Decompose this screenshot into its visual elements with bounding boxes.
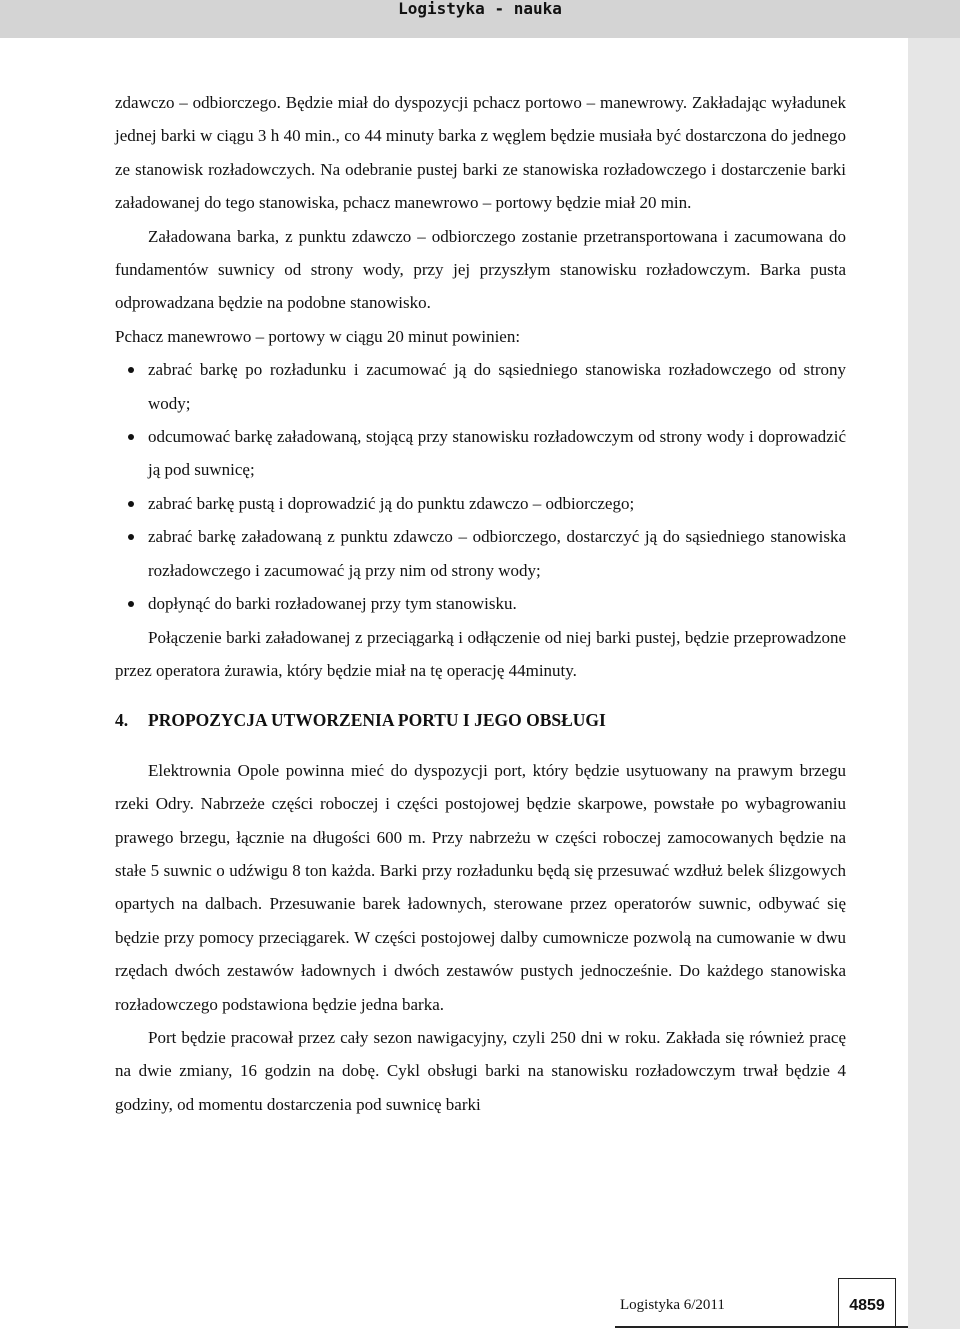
paragraph-loaded-barge: Załadowana barka, z punktu zdawczo – odbiorczego zostanie przetransportowana i zacumowana do fundamentów suwnicy od strony wody, przy jej przyszłym stanowisku rozładowczym. Barka pusta odprowadzana będzie na podobne stanowisko. (115, 226, 846, 313)
bullet-icon (128, 534, 134, 540)
bullet-icon (128, 367, 134, 373)
list-item: zabrać barkę po rozładunku i zacumować ją do sąsiedniego stanowiska rozładowczego od strony wody; (115, 353, 846, 420)
footer-journal: Logistyka 6/2011 (620, 1297, 725, 1313)
bullet-list (115, 353, 846, 620)
bullet-icon (128, 601, 134, 607)
paragraph-pusher-intro: Pchacz manewrowo – portowy w ciągu 20 minut powinien: (115, 326, 521, 346)
page-number: 4859 (849, 1297, 885, 1314)
section-title: PROPOZYCJA UTWORZENIA PORTU I JEGO OBSŁUGI (148, 710, 606, 731)
section-heading (115, 704, 846, 737)
list-item: zabrać barkę załadowaną z punktu zdawczo – odbiorczego, dostarczyć ją do sąsiedniego stanowiska rozładowczego i zacumować ją przy nim od strony wody; (115, 520, 846, 587)
bullet-icon (128, 501, 134, 507)
bullet-icon (128, 434, 134, 440)
list-item: odcumować barkę załadowaną, stojącą przy stanowisku rozładowczym od strony wody i doprowadzić ją pod suwnicę; (115, 420, 846, 487)
body-text (115, 86, 846, 1121)
paragraph-continuation: zdawczo – odbiorczego. Będzie miał do dyspozycji pchacz portowo – manewrowy. Zakładając wyładunek jednej barki w ciągu 3 h 40 min., co 44 minuty barka z węglem będzie musiała być dostarczona do jednego ze stanowisk rozładowczych. Na odebranie pustej barki ze stanowiska rozładowczego i dostarczenie barki załadowanej do tego stanowiska, pchacz manewrowo – portowy będzie miał 20 min. (115, 93, 846, 213)
section-number: 4. (115, 710, 129, 731)
running-header-title: Logistyka - nauka (398, 0, 562, 18)
paragraph-port-operation: Port będzie pracował przez cały sezon nawigacyjny, czyli 250 dni w roku. Zakłada się również pracę na dwie zmiany, 16 godzin na dobę. Cykl obsługi barki na stanowisku rozładowczym trwał będzie 4 godziny, od momentu dostarczenia pod suwnicę barki (115, 1027, 846, 1114)
paragraph-port-description: Elektrownia Opole powinna mieć do dyspozycji port, który będzie usytuowany na prawym brzegu rzeki Odry. Nabrzeże części roboczej i części postojowej będzie skarpowe, powstałe po wybagrowaniu prawego brzegu, łącznie na długości 600 m. Przy nabrzeżu w części roboczej zamocowanych będzie na stałe 5 suwnic o udźwigu 8 ton każda. Barki przy rozładunku będą się przesuwać wzdłuż belek ślizgowych opartych na dalbach. Przesuwanie barek ładownych, sterowane przez operatorów suwnic, odbywać się będzie przy pomocy przeciągarek. W części postojowej dalby cumownicze pozwolą na cumowanie w dwu rzędach dwóch zestawów ładownych i dwóch zestawów pustych jednocześnie. Do każdego stanowiska rozładowczego podstawiona będzie jedna barka. (115, 760, 846, 1014)
list-item: dopłynąć do barki rozładowanej przy tym stanowisku. (115, 587, 846, 620)
list-item: zabrać barkę pustą i doprowadzić ją do punktu zdawczo – odbiorczego; (115, 487, 846, 520)
footer-rule (615, 1326, 908, 1328)
paragraph-crane-operator: Połączenie barki załadowanej z przeciągarką i odłączenie od niej barki pustej, będzie przeprowadzone przez operatora żurawia, który będzie miał na tę operację 44minuty. (115, 627, 846, 680)
